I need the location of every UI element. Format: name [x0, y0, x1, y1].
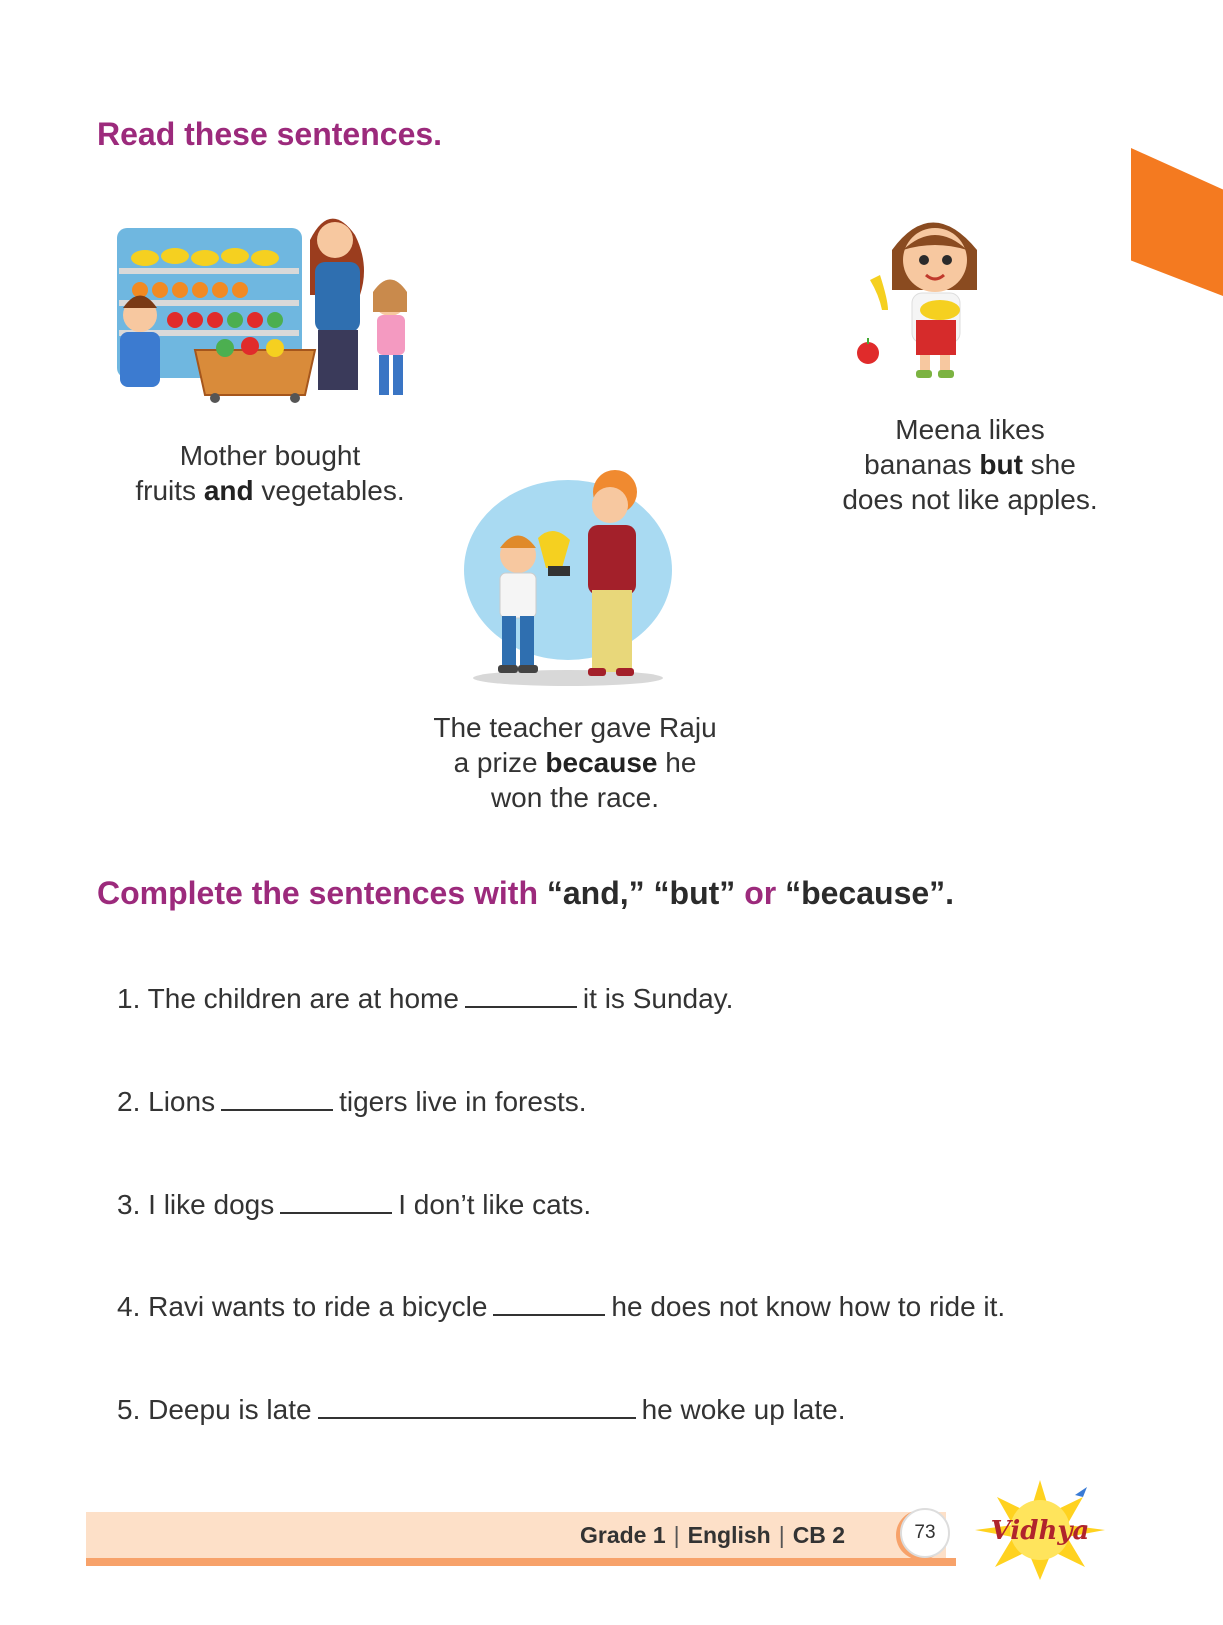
question-4: [117, 1290, 1005, 1323]
caption-teacher-post: he: [657, 747, 697, 778]
answer-blank[interactable]: [280, 1188, 392, 1214]
heading-word-but: “but”: [653, 875, 736, 911]
vidhya-logo: [955, 1475, 1125, 1585]
question-text-before: Ravi wants to ride a bicycle: [148, 1291, 488, 1322]
footer-book-info: Grade 1 | English | CB 2: [580, 1522, 846, 1548]
heading-word-and: “and,”: [546, 875, 645, 911]
section-heading-complete: [97, 875, 954, 912]
svg-text:Vidhya: Vidhya: [990, 1516, 1090, 1546]
question-number: 5.: [117, 1394, 141, 1425]
question-number: 2.: [117, 1086, 141, 1117]
caption-teacher-line3: won the race.: [490, 782, 660, 813]
caption-meena-pre: bananas: [864, 449, 980, 480]
section-heading-read: Read these sentences.: [97, 116, 443, 152]
question-text-before: Lions: [148, 1086, 216, 1117]
footer-line: [86, 1558, 956, 1566]
caption-teacher-keyword: because: [545, 747, 658, 778]
heading-word-or: or: [735, 875, 786, 911]
caption-meena-keyword: but: [979, 449, 1023, 480]
caption-mother-pre: fruits: [135, 475, 204, 506]
caption-teacher-pre: a prize: [453, 747, 546, 778]
question-number: 3.: [117, 1189, 141, 1220]
orange-page-tab: [1131, 148, 1223, 296]
caption-teacher: [395, 710, 755, 815]
question-text-after: it is Sunday.: [582, 983, 734, 1014]
question-5: [117, 1393, 846, 1426]
page-number: 73: [900, 1508, 950, 1558]
answer-blank[interactable]: [465, 982, 577, 1008]
answer-blank[interactable]: [318, 1393, 636, 1419]
question-text-after: tigers live in forests.: [339, 1086, 587, 1117]
heading-word-because: “because”.: [785, 875, 955, 911]
caption-mother-line1: Mother bought: [179, 440, 361, 471]
question-text-before: I like dogs: [148, 1189, 275, 1220]
question-1: [117, 982, 733, 1015]
heading-complete-text: Complete the sentences with: [97, 875, 547, 911]
question-text-after: he woke up late.: [641, 1394, 846, 1425]
question-3: [117, 1188, 591, 1221]
caption-meena-line1: Meena likes: [895, 414, 1045, 445]
answer-blank[interactable]: [493, 1290, 605, 1316]
question-text-before: Deepu is late: [148, 1394, 312, 1425]
caption-meena-line3: does not like apples.: [842, 484, 1098, 515]
answer-blank[interactable]: [221, 1085, 333, 1111]
footer-subject: English: [687, 1522, 771, 1548]
question-2: [117, 1085, 587, 1118]
caption-teacher-line1: The teacher gave Raju: [433, 712, 717, 743]
caption-meena-post: she: [1022, 449, 1076, 480]
footer-grade: Grade 1: [580, 1522, 666, 1548]
caption-mother: [100, 438, 440, 508]
caption-mother-post: vegetables.: [253, 475, 405, 506]
meena-banana-illustration: [850, 205, 1010, 385]
question-text-after: I don’t like cats.: [398, 1189, 592, 1220]
question-text-before: The children are at home: [147, 983, 459, 1014]
caption-mother-keyword: and: [203, 475, 254, 506]
question-text-after: he does not know how to ride it.: [611, 1291, 1006, 1322]
caption-meena: [800, 412, 1140, 517]
footer-book: CB 2: [792, 1522, 846, 1548]
question-number: 4.: [117, 1291, 141, 1322]
teacher-prize-illustration: [460, 460, 680, 690]
mother-shopping-illustration: [105, 200, 425, 405]
question-number: 1.: [117, 983, 141, 1014]
